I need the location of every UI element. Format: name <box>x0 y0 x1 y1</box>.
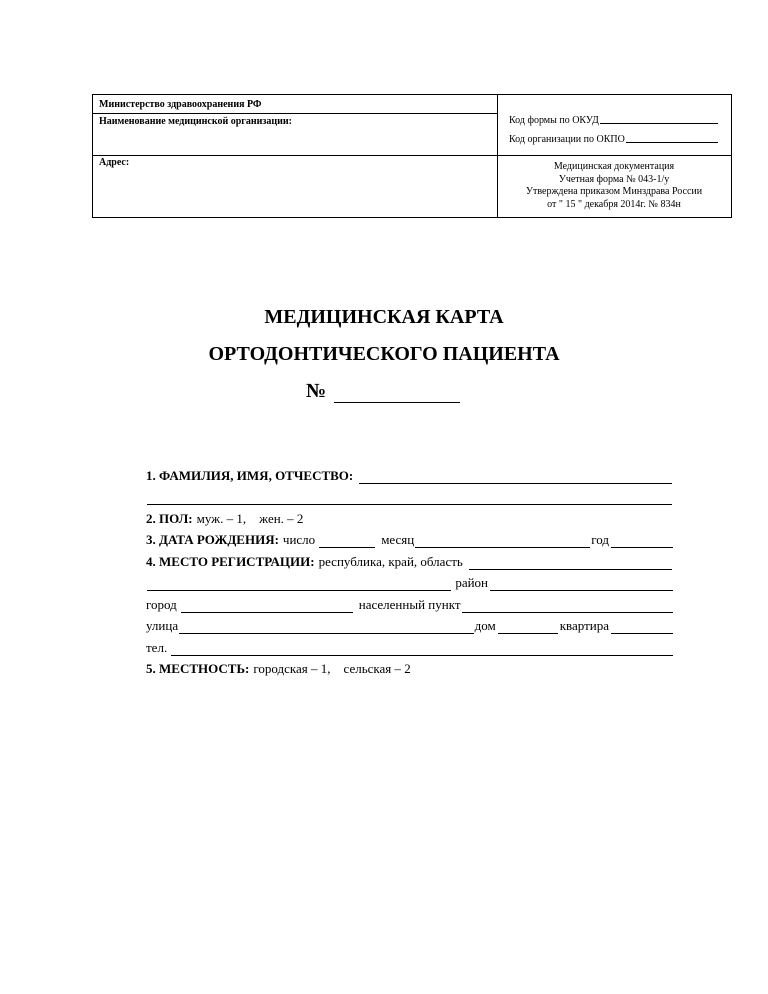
okud-input-line[interactable] <box>600 114 718 124</box>
reg-region-input-line[interactable] <box>469 558 672 570</box>
sex-options: муж. – 1, жен. – 2 <box>196 510 304 526</box>
locality-row <box>146 656 673 678</box>
region-input-line-2[interactable] <box>147 579 451 591</box>
settlement-input-line[interactable] <box>462 601 673 613</box>
fio-row <box>146 462 673 484</box>
reg-region-label: республика, край, область <box>318 553 463 569</box>
reg-row <box>146 548 673 570</box>
street-label: улица <box>146 618 179 633</box>
settlement-label: населенный пункт <box>358 596 461 612</box>
year-label: год <box>591 532 609 547</box>
card-number-input-line[interactable] <box>334 386 460 403</box>
house-input-line[interactable] <box>498 622 558 634</box>
doc-type: Медицинская документация <box>553 161 675 172</box>
okud-field <box>509 114 719 127</box>
okpo-label: Код организации по ОКПО <box>509 134 625 145</box>
birth-row <box>146 527 673 549</box>
apartment-input-line[interactable] <box>611 622 673 634</box>
sex-label: 2. ПОЛ: <box>146 510 193 526</box>
reg-label: 4. МЕСТО РЕГИСТРАЦИИ: <box>146 553 315 569</box>
city-label: город <box>146 596 177 612</box>
year-input-line[interactable] <box>611 536 673 548</box>
district-label: район <box>455 575 488 590</box>
page-title-line1: МЕДИЦИНСКАЯ КАРТА <box>264 306 504 328</box>
page-title-line2: ОРТОДОНТИЧЕСКОГО ПАЦИЕНТА <box>208 343 560 365</box>
approved-by: Утверждена приказом Минздрава России <box>525 186 703 197</box>
day-label: число <box>282 532 316 547</box>
fio-row-2 <box>146 484 673 506</box>
day-input-line[interactable] <box>319 536 375 548</box>
ministry-label: Министерство здравоохранения РФ <box>99 99 262 110</box>
patient-fields <box>146 462 673 677</box>
apartment-label: квартира <box>559 618 609 633</box>
phone-label: тел. <box>146 639 168 655</box>
locality-label: 5. МЕСТНОСТЬ: <box>146 661 250 676</box>
form-number: Учетная форма № 043-1/у <box>558 173 670 185</box>
phone-row <box>146 634 673 656</box>
header-divider-left <box>93 113 497 114</box>
okpo-input-line[interactable] <box>626 133 718 143</box>
card-number-label: № <box>305 380 327 402</box>
city-row <box>146 591 673 613</box>
org-name-label: Наименование медицинской организации: <box>99 116 292 127</box>
month-input-line[interactable] <box>415 536 590 548</box>
fio-input-line-2[interactable] <box>147 493 672 505</box>
sex-row <box>146 505 673 527</box>
birth-label: 3. ДАТА РОЖДЕНИЯ: <box>146 532 279 547</box>
okpo-field <box>509 133 719 146</box>
fio-label: 1. ФАМИЛИЯ, ИМЯ, ОТЧЕСТВО: <box>146 467 354 483</box>
fio-input-line[interactable] <box>359 472 672 484</box>
header-table <box>92 94 732 218</box>
street-row <box>146 613 673 635</box>
address-label: Адрес: <box>99 157 130 168</box>
card-number <box>0 380 768 403</box>
phone-input-line[interactable] <box>171 644 673 656</box>
locality-options: городская – 1, сельская – 2 <box>253 661 411 676</box>
month-label: месяц <box>381 532 415 547</box>
district-row <box>146 570 673 592</box>
district-input-line[interactable] <box>490 579 673 591</box>
form-approval-block <box>497 155 731 211</box>
street-input-line[interactable] <box>179 622 474 634</box>
house-label: дом <box>474 618 496 633</box>
city-input-line[interactable] <box>181 601 353 613</box>
order-line: от " 15 " декабря 2014г. № 834н <box>547 198 681 210</box>
okud-label: Код формы по ОКУД <box>509 115 599 126</box>
